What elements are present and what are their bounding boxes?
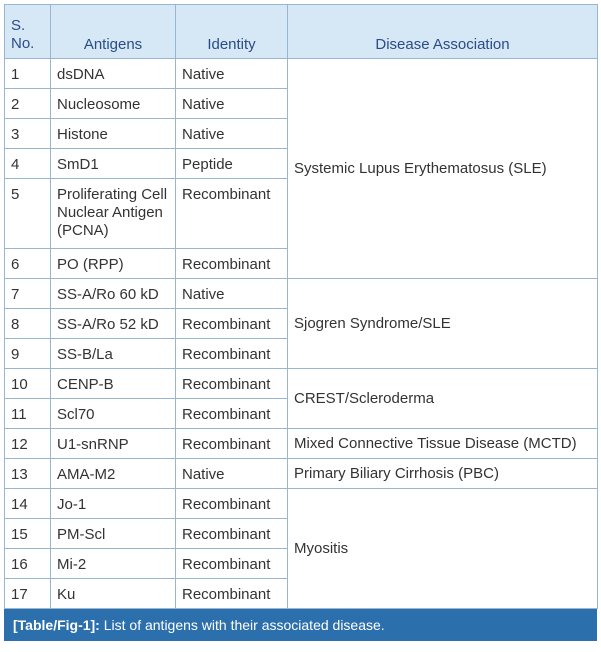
cell-antigen: Histone bbox=[51, 119, 176, 149]
header-antigens: Antigens bbox=[51, 5, 176, 59]
cell-disease: Mixed Connective Tissue Disease (MCTD) bbox=[288, 429, 598, 459]
cell-antigen: Jo-1 bbox=[51, 489, 176, 519]
cell-sno: 2 bbox=[5, 89, 51, 119]
cell-identity: Recombinant bbox=[176, 249, 288, 279]
cell-identity: Recombinant bbox=[176, 339, 288, 369]
cell-sno: 16 bbox=[5, 549, 51, 579]
cell-antigen: Mi-2 bbox=[51, 549, 176, 579]
cell-identity: Recombinant bbox=[176, 399, 288, 429]
cell-sno: 4 bbox=[5, 149, 51, 179]
antigen-table-figure bbox=[4, 4, 597, 641]
caption-label: [Table/Fig-1]: bbox=[13, 617, 100, 633]
cell-identity: Native bbox=[176, 459, 288, 489]
cell-antigen: PO (RPP) bbox=[51, 249, 176, 279]
cell-sno: 1 bbox=[5, 59, 51, 89]
cell-identity: Recombinant bbox=[176, 179, 288, 249]
cell-identity: Recombinant bbox=[176, 579, 288, 609]
cell-sno: 13 bbox=[5, 459, 51, 489]
cell-disease: Primary Biliary Cirrhosis (PBC) bbox=[288, 459, 598, 489]
cell-sno: 15 bbox=[5, 519, 51, 549]
cell-identity: Recombinant bbox=[176, 549, 288, 579]
cell-identity: Recombinant bbox=[176, 309, 288, 339]
cell-antigen: SS-B/La bbox=[51, 339, 176, 369]
cell-disease: Systemic Lupus Erythematosus (SLE) bbox=[288, 59, 598, 279]
cell-identity: Native bbox=[176, 59, 288, 89]
cell-sno: 3 bbox=[5, 119, 51, 149]
cell-antigen: AMA-M2 bbox=[51, 459, 176, 489]
table-row bbox=[5, 369, 598, 399]
table-row bbox=[5, 459, 598, 489]
cell-identity: Recombinant bbox=[176, 369, 288, 399]
cell-sno: 7 bbox=[5, 279, 51, 309]
cell-antigen: Nucleosome bbox=[51, 89, 176, 119]
table-row bbox=[5, 279, 598, 309]
cell-antigen: PM-Scl bbox=[51, 519, 176, 549]
cell-antigen: dsDNA bbox=[51, 59, 176, 89]
figure-caption bbox=[4, 609, 597, 641]
cell-sno: 10 bbox=[5, 369, 51, 399]
cell-disease: Sjogren Syndrome/SLE bbox=[288, 279, 598, 369]
cell-antigen: Scl70 bbox=[51, 399, 176, 429]
cell-identity: Recombinant bbox=[176, 429, 288, 459]
cell-disease: CREST/Scleroderma bbox=[288, 369, 598, 429]
cell-sno: 12 bbox=[5, 429, 51, 459]
table-row bbox=[5, 429, 598, 459]
cell-identity: Native bbox=[176, 119, 288, 149]
header-identity: Identity bbox=[176, 5, 288, 59]
cell-antigen: U1-snRNP bbox=[51, 429, 176, 459]
table-row bbox=[5, 59, 598, 89]
cell-antigen: Ku bbox=[51, 579, 176, 609]
table-row bbox=[5, 489, 598, 519]
cell-identity: Recombinant bbox=[176, 519, 288, 549]
cell-sno: 8 bbox=[5, 309, 51, 339]
cell-sno: 17 bbox=[5, 579, 51, 609]
cell-sno: 11 bbox=[5, 399, 51, 429]
cell-antigen: SS-A/Ro 52 kD bbox=[51, 309, 176, 339]
cell-sno: 9 bbox=[5, 339, 51, 369]
cell-sno: 14 bbox=[5, 489, 51, 519]
cell-identity: Recombinant bbox=[176, 489, 288, 519]
cell-identity: Peptide bbox=[176, 149, 288, 179]
cell-antigen: SS-A/Ro 60 kD bbox=[51, 279, 176, 309]
cell-sno: 5 bbox=[5, 179, 51, 249]
caption-text: List of antigens with their associated disease. bbox=[103, 617, 385, 633]
header-row bbox=[5, 5, 598, 59]
cell-identity: Native bbox=[176, 279, 288, 309]
cell-antigen: Proliferating Cell Nuclear Antigen (PCNA) bbox=[51, 179, 176, 249]
header-sno: S. No. bbox=[5, 5, 51, 59]
cell-antigen: CENP-B bbox=[51, 369, 176, 399]
cell-identity: Native bbox=[176, 89, 288, 119]
cell-antigen: SmD1 bbox=[51, 149, 176, 179]
cell-disease: Myositis bbox=[288, 489, 598, 609]
antigen-table bbox=[4, 4, 598, 609]
header-disease: Disease Association bbox=[288, 5, 598, 59]
cell-sno: 6 bbox=[5, 249, 51, 279]
